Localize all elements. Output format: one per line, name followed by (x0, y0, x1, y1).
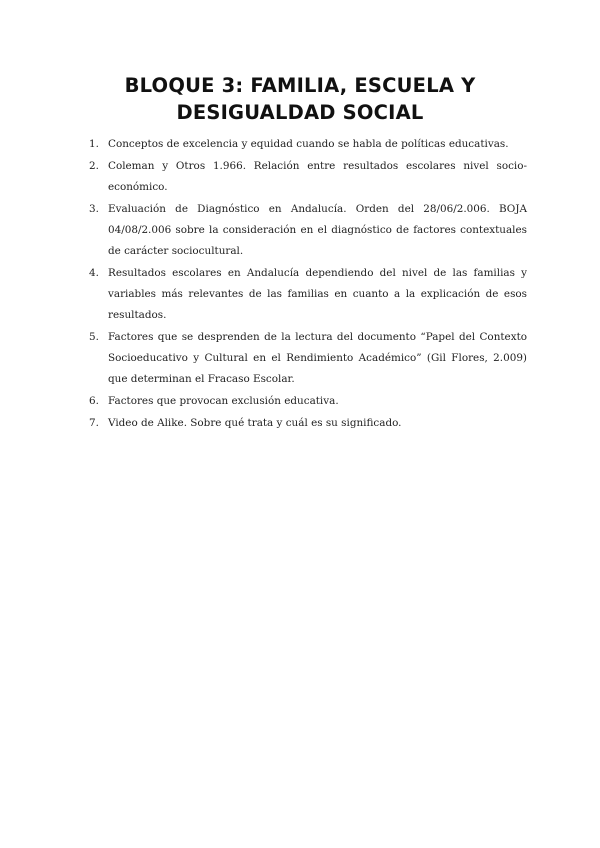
list-item (89, 199, 527, 262)
list-item (89, 263, 527, 326)
item-number: 3. (89, 203, 99, 215)
item-number: 4. (89, 267, 99, 279)
item-text: Factores que se desprenden de la lectura del documento “Papel del Contexto Socioeducativo y Cultural en el Rendimiento Académico” (Gil Flores, 2.009) que determinan el Fracaso Escolar. (108, 331, 527, 385)
topic-list (89, 134, 527, 435)
item-text: Factores que provocan exclusión educativa. (108, 395, 339, 407)
list-item (89, 391, 527, 412)
title-line-2: DESIGUALDAD SOCIAL (176, 101, 424, 124)
item-number: 6. (89, 395, 99, 407)
page-title (60, 72, 540, 126)
item-text: Resultados escolares en Andalucía dependiendo del nivel de las familias y variables más relevantes de las familias en cuanto a la explicación de esos resultados. (108, 267, 527, 321)
list-item (89, 156, 527, 198)
item-number: 5. (89, 331, 99, 343)
item-text: Coleman y Otros 1.966. Relación entre resultados escolares nivel socio-económico. (108, 160, 527, 193)
list-item (89, 413, 527, 434)
list-item (89, 327, 527, 390)
title-line-1: BLOQUE 3: FAMILIA, ESCUELA Y (124, 74, 476, 97)
list-item (89, 134, 527, 155)
item-number: 7. (89, 417, 99, 429)
item-number: 2. (89, 160, 99, 172)
item-text: Video de Alike. Sobre qué trata y cuál es su significado. (108, 417, 402, 429)
item-number: 1. (89, 138, 99, 150)
item-text: Evaluación de Diagnóstico en Andalucía. Orden del 28/06/2.006. BOJA 04/08/2.006 sobre la consideración en el diagnóstico de factores contextuales de carácter sociocultural. (108, 203, 527, 257)
item-text: Conceptos de excelencia y equidad cuando se habla de políticas educativas. (108, 138, 509, 150)
